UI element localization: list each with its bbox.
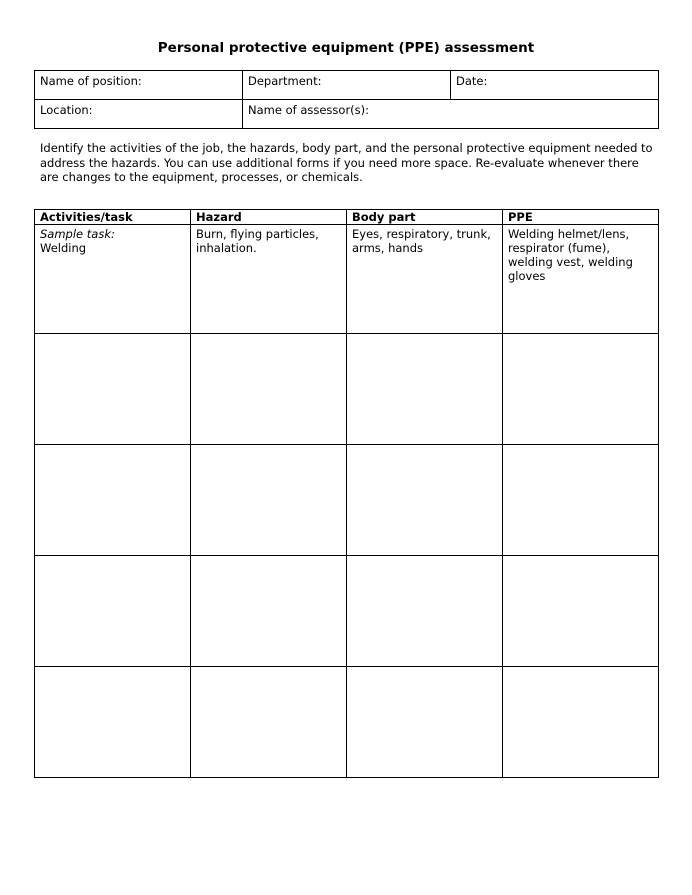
sample-ppe-cell[interactable]: Welding helmet/lens, respirator (fume), welding vest, welding gloves bbox=[503, 225, 659, 334]
header-hazard: Hazard bbox=[191, 210, 347, 225]
table-row bbox=[35, 667, 659, 778]
body-part-cell[interactable] bbox=[347, 445, 503, 556]
body-part-cell[interactable] bbox=[347, 667, 503, 778]
table-row bbox=[35, 334, 659, 445]
table-header-row bbox=[35, 210, 659, 225]
activity-cell[interactable] bbox=[35, 556, 191, 667]
table-row bbox=[35, 225, 659, 334]
header-body-part: Body part bbox=[347, 210, 503, 225]
activity-cell[interactable] bbox=[35, 667, 191, 778]
ppe-cell[interactable] bbox=[503, 667, 659, 778]
info-row bbox=[35, 71, 659, 100]
hazard-cell[interactable] bbox=[191, 667, 347, 778]
sample-task-label: Sample task: bbox=[40, 227, 115, 241]
date-field[interactable]: Date: bbox=[451, 71, 659, 100]
body-part-cell[interactable] bbox=[347, 556, 503, 667]
hazard-cell[interactable] bbox=[191, 556, 347, 667]
header-ppe: PPE bbox=[503, 210, 659, 225]
location-field[interactable]: Location: bbox=[35, 100, 243, 129]
ppe-cell[interactable] bbox=[503, 556, 659, 667]
sample-hazard-cell[interactable]: Burn, flying particles, inhalation. bbox=[191, 225, 347, 334]
sample-task-value: Welding bbox=[40, 241, 87, 255]
activity-cell[interactable] bbox=[35, 445, 191, 556]
ppe-cell[interactable] bbox=[503, 445, 659, 556]
table-row bbox=[35, 445, 659, 556]
hazard-cell[interactable] bbox=[191, 445, 347, 556]
info-table bbox=[34, 70, 659, 129]
sample-task-cell[interactable] bbox=[35, 225, 191, 334]
assessment-table bbox=[34, 209, 659, 778]
name-of-position-field[interactable]: Name of position: bbox=[35, 71, 243, 100]
name-of-assessor-field[interactable]: Name of assessor(s): bbox=[243, 100, 659, 129]
instructions-text: Identify the activities of the job, the hazards, body part, and the personal protective equipment needed to address the hazards. You can use additional forms if you need more space. Re-evaluate whenever there are changes to the equipment, processes, or chemicals. bbox=[40, 141, 653, 184]
body-part-cell[interactable] bbox=[347, 334, 503, 445]
ppe-cell[interactable] bbox=[503, 334, 659, 445]
activity-cell[interactable] bbox=[35, 334, 191, 445]
hazard-cell[interactable] bbox=[191, 334, 347, 445]
table-row bbox=[35, 556, 659, 667]
department-field[interactable]: Department: bbox=[243, 71, 451, 100]
info-row bbox=[35, 100, 659, 129]
sample-body-part-cell[interactable]: Eyes, respiratory, trunk, arms, hands bbox=[347, 225, 503, 334]
header-activities-task: Activities/task bbox=[35, 210, 191, 225]
page-title: Personal protective equipment (PPE) assessment bbox=[157, 40, 535, 56]
